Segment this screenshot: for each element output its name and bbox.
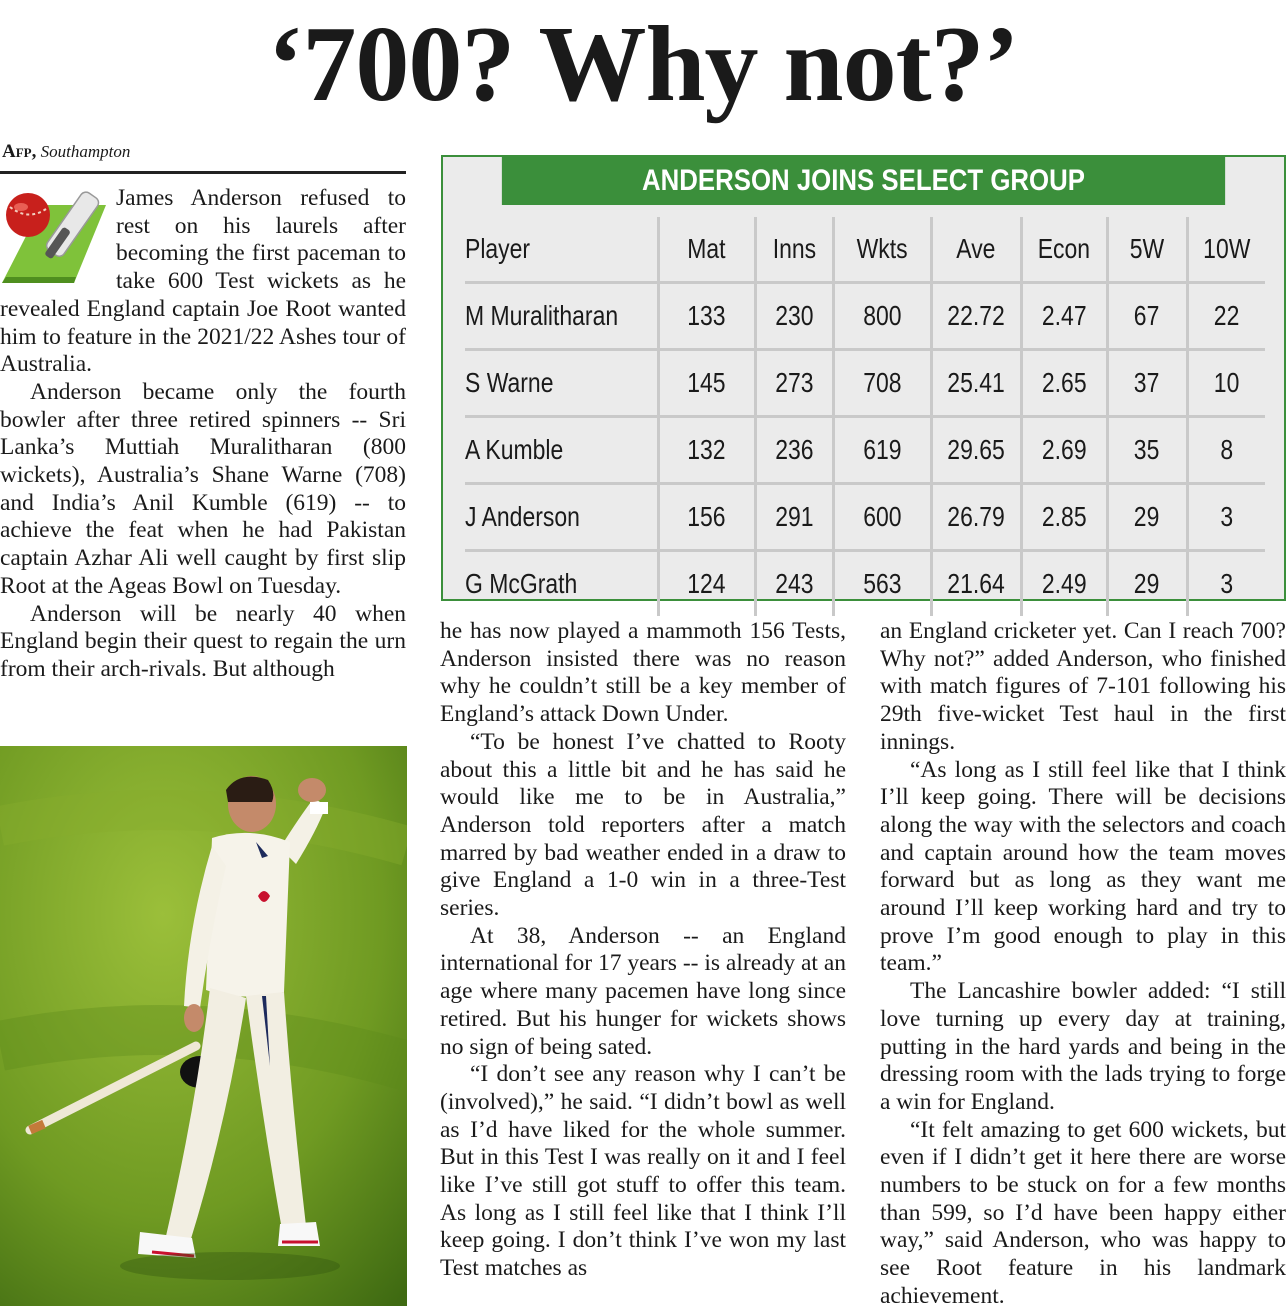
column-header: Econ [1021, 217, 1107, 283]
article-column-2 [440, 618, 846, 1283]
table-cell: 8 [1187, 417, 1265, 484]
column-header: Mat [658, 217, 755, 283]
column-header: Wkts [833, 217, 931, 283]
table-cell: 708 [833, 350, 931, 417]
table-cell: 236 [755, 417, 833, 484]
table-cell: 124 [658, 551, 755, 617]
byline-agency: Afp, [2, 141, 37, 162]
article-paragraph: Anderson will be nearly 40 when England begin their quest to regain the urn from their arch-rivals. But although [0, 600, 406, 682]
byline [2, 140, 406, 164]
table-cell: 2.47 [1021, 283, 1107, 350]
article-paragraph: “I don’t see any reason why I can’t be (involved),” he said. “I didn’t bowl as well as I’d have liked for the whole summer. But in this Test I was really on it and I feel like I’ve still got stuff to offer this team. As long as I still feel like that I think I’ll keep going. I don’t think I’ve won my last Test matches as [440, 1061, 846, 1282]
table-cell: 600 [833, 484, 931, 551]
table-cell: 800 [833, 283, 931, 350]
table-cell: 67 [1107, 283, 1187, 350]
byline-rule [0, 171, 406, 174]
column-header: Inns [755, 217, 833, 283]
table-cell: 21.64 [931, 551, 1021, 617]
column-header: Player [465, 217, 658, 283]
table-cell: A Kumble [465, 417, 658, 484]
headline: ‘700? Why not?’ [267, 5, 1019, 124]
table-cell: 230 [755, 283, 833, 350]
table-cell: 2.85 [1021, 484, 1107, 551]
table-cell: 25.41 [931, 350, 1021, 417]
table-cell: 26.79 [931, 484, 1021, 551]
cricket-ball-bat-icon [0, 185, 108, 285]
table-cell: 10 [1187, 350, 1265, 417]
article-column-1 [0, 185, 406, 684]
stats-table-title: ANDERSON JOINS SELECT GROUP [502, 157, 1225, 205]
stats-table [465, 217, 1265, 616]
table-cell: 133 [658, 283, 755, 350]
article-paragraph: The Lancashire bowler added: “I still love turning up every day at training, putting in the hard yards and being in the dressing room with the lads trying to forge a win for England. [880, 978, 1286, 1115]
article-paragraph: Anderson became only the fourth bowler after three retired spinners -- Sri Lanka’s Muttiah Muralitharan (800 wickets), Australia’s Shane Warne (708) and India’s Anil Kumble (619) -- to achieve the feat when he had Pakistan captain Azhar Ali well caught by first slip Root at the Ageas Bowl on Tuesday. [0, 378, 406, 599]
table-cell: 2.69 [1021, 417, 1107, 484]
table-cell: 145 [658, 350, 755, 417]
cricket-player-photo [0, 746, 407, 1306]
byline-place: Southampton [40, 142, 131, 161]
table-cell: 563 [833, 551, 931, 617]
table-cell: S Warne [465, 350, 658, 417]
article-paragraph: “It felt amazing to get 600 wickets, but even if I didn’t get it here there are worse numbers to be stuck on for a few months than 599, so I’d have been happy either way,” said Anderson, who was happy to see Root feature in his landmark achievement. [880, 1116, 1286, 1309]
table-cell: 3 [1187, 484, 1265, 551]
column-header: 5W [1107, 217, 1187, 283]
table-row [465, 417, 1265, 484]
table-cell: 35 [1107, 417, 1187, 484]
table-cell: 156 [658, 484, 755, 551]
table-cell: 291 [755, 484, 833, 551]
table-row [465, 551, 1265, 617]
table-row [465, 283, 1265, 350]
table-cell: 29 [1107, 484, 1187, 551]
article-column-3 [880, 618, 1286, 1311]
table-cell: G McGrath [465, 551, 658, 617]
table-cell: 22 [1187, 283, 1265, 350]
table-cell: J Anderson [465, 484, 658, 551]
article-paragraph: “As long as I still feel like that I think I’ll keep going. There will be decisions along the way with the selectors and coach and captain around how the team moves forward but as long as they want me around I’ll keep working hard and try to prove I’m good enough to play in this team.” [880, 756, 1286, 977]
table-cell: 3 [1220, 568, 1234, 599]
article-paragraph: At 38, Anderson -- an England international for 17 years -- is already at an age where many pacemen have long since retired. But his hunger for wickets shows no sign of being sated. [440, 922, 846, 1060]
table-header-row [465, 217, 1265, 283]
stats-table-box [441, 155, 1286, 601]
table-cell: 273 [755, 350, 833, 417]
article-paragraph: “To be honest I’ve chatted to Rooty about this a little bit and he has said he would like me to be in Australia,” Anderson told reporters after a match marred by bad weather ended in a draw to give England a 1-0 win in a three-Test series. [440, 728, 846, 922]
table-cell: 132 [658, 417, 755, 484]
table-row [465, 484, 1265, 551]
table-cell: 22.72 [931, 283, 1021, 350]
table-cell: 29 [1107, 551, 1187, 617]
table-cell: 37 [1107, 350, 1187, 417]
table-cell: 2.65 [1021, 350, 1107, 417]
table-cell: M Muralitharan [465, 283, 658, 350]
article-paragraph: James Anderson refused to rest on his laurels after becoming the first paceman to take 600 Test wickets as he revealed England captain Joe Root wanted him to feature in the 2021/22 Ashes tour of Australia. [0, 185, 406, 378]
column-header: 10W [1187, 217, 1265, 283]
table-cell: 2.49 [1021, 551, 1107, 617]
article-paragraph: an England cricketer yet. Can I reach 700? Why not?” added Anderson, who finished with match figures of 7-101 following his 29th five-wicket Test haul in the first innings. [880, 618, 1286, 755]
column-header: Ave [931, 217, 1021, 283]
table-cell: 29.65 [931, 417, 1021, 484]
article-paragraph: he has now played a mammoth 156 Tests, Anderson insisted there was no reason why he couldn’t still be a key member of England’s attack Down Under. [440, 618, 846, 728]
table-row [465, 350, 1265, 417]
table-cell: 243 [755, 551, 833, 617]
table-cell: 619 [833, 417, 931, 484]
